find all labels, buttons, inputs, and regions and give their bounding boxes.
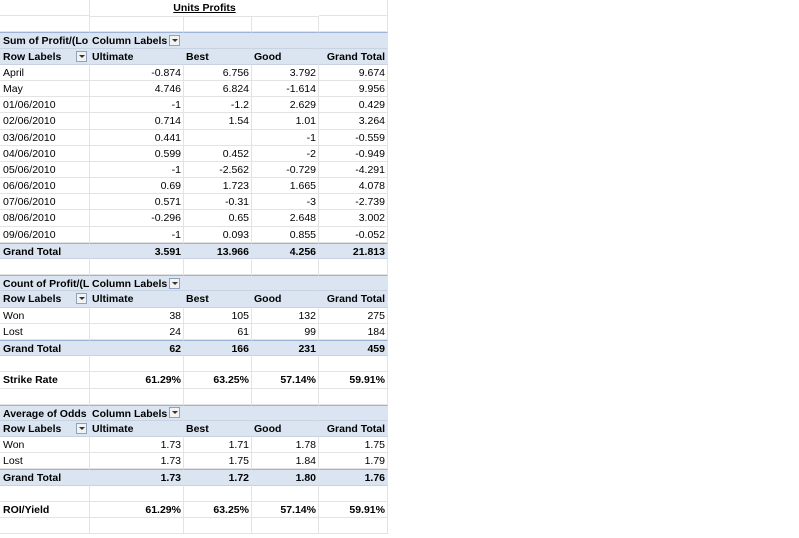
grand-total-value[interactable]: 3.591 [90,243,184,259]
row-label[interactable]: 05/06/2010 [0,162,90,178]
value-cell[interactable]: 0.093 [184,227,252,243]
blank-row [0,356,388,372]
value-cell[interactable]: 105 [184,308,252,324]
cell[interactable] [252,259,319,275]
dropdown-arrow-icon[interactable] [76,51,87,62]
value-cell[interactable]: 99 [252,324,319,340]
strike-rate-row [0,372,388,388]
odds-pivot-caption-row [0,405,388,421]
odds-pivot-body [0,437,388,469]
column-labels-filter[interactable] [90,405,184,421]
cell [184,275,252,291]
table-row [0,453,388,469]
column-header: Good [252,291,319,307]
grand-total-value[interactable]: 1.72 [184,469,252,485]
column-header: Grand Total [319,291,388,307]
cell[interactable] [184,356,252,372]
value-cell[interactable]: 24 [90,324,184,340]
column-header: Grand Total [319,421,388,437]
column-header: Best [184,49,252,65]
value-cell[interactable]: -0.296 [90,210,184,226]
column-header: Ultimate [90,291,184,307]
value-cell[interactable]: 1.54 [184,113,252,129]
row-labels-text: Row Labels [3,50,62,63]
value-cell[interactable]: 61 [184,324,252,340]
cell[interactable] [0,389,90,405]
value-cell[interactable]: 2.629 [252,97,319,113]
value-cell[interactable]: 1.73 [90,453,184,469]
value-cell[interactable]: 184 [319,324,388,340]
value-cell[interactable]: 9.956 [319,81,388,97]
cell[interactable] [319,0,388,16]
row-labels-filter[interactable] [0,49,90,65]
cell[interactable] [0,486,90,502]
cell [184,405,252,421]
value-cell[interactable]: -1 [252,130,319,146]
column-header: Grand Total [319,49,388,65]
cell[interactable] [90,518,184,534]
value-cell[interactable]: 3.792 [252,65,319,81]
cell[interactable] [0,0,90,16]
grand-total-value[interactable]: 459 [319,340,388,356]
value-cell[interactable]: 0.65 [184,210,252,226]
value-cell[interactable]: 3.264 [319,113,388,129]
table-row [0,227,388,243]
value-cell[interactable]: 1.665 [252,178,319,194]
table-row [0,324,388,340]
sheet-title: Units Profits [90,0,319,17]
value-cell[interactable]: -0.949 [319,146,388,162]
value-cell[interactable]: 0.571 [90,194,184,210]
grand-total-label: Grand Total [0,469,90,485]
table-row [0,81,388,97]
column-header: Best [184,291,252,307]
column-header: Good [252,49,319,65]
dropdown-arrow-icon[interactable] [76,293,87,304]
row-label[interactable]: April [0,65,90,81]
value-cell[interactable]: -2.739 [319,194,388,210]
value-cell[interactable]: 1.75 [184,453,252,469]
row-labels-text: Row Labels [3,293,62,306]
value-cell[interactable]: -1 [90,227,184,243]
blank-row [0,389,388,405]
odds-grand-total-row [0,469,388,485]
row-label[interactable]: 04/06/2010 [0,146,90,162]
odds-pivot-caption: Average of Odds [0,405,90,421]
title-row [0,0,388,16]
value-cell[interactable]: 1.71 [184,437,252,453]
column-labels-filter[interactable] [90,275,184,291]
value-cell[interactable]: 1.79 [319,453,388,469]
value-cell[interactable]: 3.002 [319,210,388,226]
cell[interactable] [184,259,252,275]
cell[interactable] [184,16,252,32]
column-labels-filter[interactable] [90,32,184,48]
row-label[interactable]: 01/06/2010 [0,97,90,113]
grand-total-value[interactable]: 231 [252,340,319,356]
value-cell[interactable]: 4.078 [319,178,388,194]
count-pivot-caption-row [0,275,388,291]
value-cell[interactable]: 6.824 [184,81,252,97]
cell[interactable] [90,356,184,372]
cell[interactable] [184,518,252,534]
cell[interactable] [252,389,319,405]
column-labels-text: Column Labels [92,35,168,48]
value-cell[interactable]: 132 [252,308,319,324]
sum-pivot-caption: Sum of Profit/(Lo [0,32,90,48]
cell[interactable] [319,518,388,534]
grand-total-value[interactable]: 166 [184,340,252,356]
value-cell[interactable]: 9.674 [319,65,388,81]
cell[interactable] [252,16,319,32]
value-cell[interactable]: 4.746 [90,81,184,97]
dropdown-arrow-icon[interactable] [169,407,180,418]
table-row [0,437,388,453]
table-row [0,162,388,178]
sum-pivot-header-row [0,49,388,65]
dropdown-arrow-icon[interactable] [169,278,180,289]
value-cell[interactable]: 275 [319,308,388,324]
cell [252,32,319,48]
value-cell[interactable]: -1 [90,162,184,178]
row-label[interactable]: 03/06/2010 [0,130,90,146]
column-header: Good [252,421,319,437]
row-label[interactable]: 06/06/2010 [0,178,90,194]
value-cell[interactable] [184,130,252,146]
value-cell[interactable]: 1.78 [252,437,319,453]
row-label[interactable]: Lost [0,453,90,469]
cell[interactable] [184,389,252,405]
cell [319,405,388,421]
row-label[interactable]: Lost [0,324,90,340]
strike-rate-value[interactable]: 61.29% [90,372,184,388]
table-row [0,146,388,162]
row-labels-filter[interactable] [0,421,90,437]
value-cell[interactable]: 1.73 [90,437,184,453]
cell[interactable] [319,356,388,372]
cell [319,275,388,291]
table-row [0,210,388,226]
value-cell[interactable]: 38 [90,308,184,324]
cell[interactable] [319,259,388,275]
row-label[interactable]: 09/06/2010 [0,227,90,243]
value-cell[interactable]: 1.75 [319,437,388,453]
row-label[interactable]: Won [0,308,90,324]
row-label[interactable]: 02/06/2010 [0,113,90,129]
blank-row [0,518,388,534]
value-cell[interactable]: 0.441 [90,130,184,146]
value-cell[interactable]: 6.756 [184,65,252,81]
column-header: Ultimate [90,421,184,437]
value-cell[interactable]: -0.559 [319,130,388,146]
value-cell[interactable]: 1.01 [252,113,319,129]
cell[interactable] [252,518,319,534]
table-row [0,194,388,210]
value-cell[interactable]: -4.291 [319,162,388,178]
cell [252,275,319,291]
table-row [0,65,388,81]
cell[interactable] [319,16,388,32]
strike-rate-value[interactable]: 57.14% [252,372,319,388]
table-row [0,308,388,324]
spreadsheet [0,0,388,538]
column-labels-text: Column Labels [92,278,168,291]
count-pivot-caption: Count of Profit/(L [0,275,90,291]
roi-yield-label: ROI/Yield [0,502,90,518]
value-cell[interactable]: 2.648 [252,210,319,226]
grand-total-value[interactable]: 1.76 [319,469,388,485]
count-pivot-body [0,308,388,340]
value-cell[interactable]: -3 [252,194,319,210]
cell [252,405,319,421]
roi-yield-value[interactable]: 59.91% [319,502,388,518]
cell[interactable] [0,356,90,372]
cell [319,32,388,48]
sum-grand-total-row [0,243,388,259]
blank-row [0,486,388,502]
column-header: Ultimate [90,49,184,65]
value-cell[interactable]: -2.562 [184,162,252,178]
value-cell[interactable]: 0.69 [90,178,184,194]
sum-pivot-body [0,65,388,243]
value-cell[interactable]: -0.31 [184,194,252,210]
value-cell[interactable]: -1 [90,97,184,113]
row-labels-text: Row Labels [3,422,62,435]
column-header: Best [184,421,252,437]
dropdown-arrow-icon[interactable] [76,423,87,434]
cell[interactable] [184,486,252,502]
roi-yield-value[interactable]: 63.25% [184,502,252,518]
cell[interactable] [90,259,184,275]
cell[interactable] [0,259,90,275]
cell[interactable] [90,16,184,32]
strike-rate-label: Strike Rate [0,372,90,388]
value-cell[interactable]: 0.429 [319,97,388,113]
table-row [0,113,388,129]
value-cell[interactable]: -1.2 [184,97,252,113]
cell [184,32,252,48]
value-cell[interactable]: 0.452 [184,146,252,162]
count-grand-total-row [0,340,388,356]
cell[interactable] [319,389,388,405]
table-row [0,130,388,146]
dropdown-arrow-icon[interactable] [169,35,180,46]
value-cell[interactable]: 0.855 [252,227,319,243]
cell[interactable] [0,518,90,534]
grand-total-value[interactable]: 1.73 [90,469,184,485]
value-cell[interactable]: 1.723 [184,178,252,194]
roi-yield-value[interactable]: 61.29% [90,502,184,518]
value-cell[interactable]: -1.614 [252,81,319,97]
count-pivot-header-row [0,291,388,307]
cell[interactable] [90,486,184,502]
row-label[interactable]: 07/06/2010 [0,194,90,210]
strike-rate-value[interactable]: 59.91% [319,372,388,388]
grand-total-value[interactable]: 21.813 [319,243,388,259]
cell[interactable] [252,356,319,372]
grand-total-value[interactable]: 1.80 [252,469,319,485]
grand-total-label: Grand Total [0,340,90,356]
cell[interactable] [90,389,184,405]
cell[interactable] [0,16,90,32]
grand-total-label: Grand Total [0,243,90,259]
grand-total-value[interactable]: 62 [90,340,184,356]
row-label[interactable]: May [0,81,90,97]
value-cell[interactable]: 1.84 [252,453,319,469]
value-cell[interactable]: 0.599 [90,146,184,162]
table-row [0,97,388,113]
column-labels-text: Column Labels [92,407,168,420]
blank-row [0,259,388,275]
row-labels-filter[interactable] [0,291,90,307]
strike-rate-value[interactable]: 63.25% [184,372,252,388]
odds-pivot-header-row [0,421,388,437]
roi-yield-value[interactable]: 57.14% [252,502,319,518]
grand-total-value[interactable]: 4.256 [252,243,319,259]
value-cell[interactable]: -0.052 [319,227,388,243]
roi-yield-row [0,502,388,518]
row-label[interactable]: Won [0,437,90,453]
value-cell[interactable]: -2 [252,146,319,162]
cell[interactable] [252,486,319,502]
table-row [0,178,388,194]
sum-pivot-caption-row [0,32,388,48]
grand-total-value[interactable]: 13.966 [184,243,252,259]
value-cell[interactable]: -0.729 [252,162,319,178]
value-cell[interactable]: -0.874 [90,65,184,81]
value-cell[interactable]: 0.714 [90,113,184,129]
cell[interactable] [319,486,388,502]
row-label[interactable]: 08/06/2010 [0,210,90,226]
blank-row [0,16,388,32]
